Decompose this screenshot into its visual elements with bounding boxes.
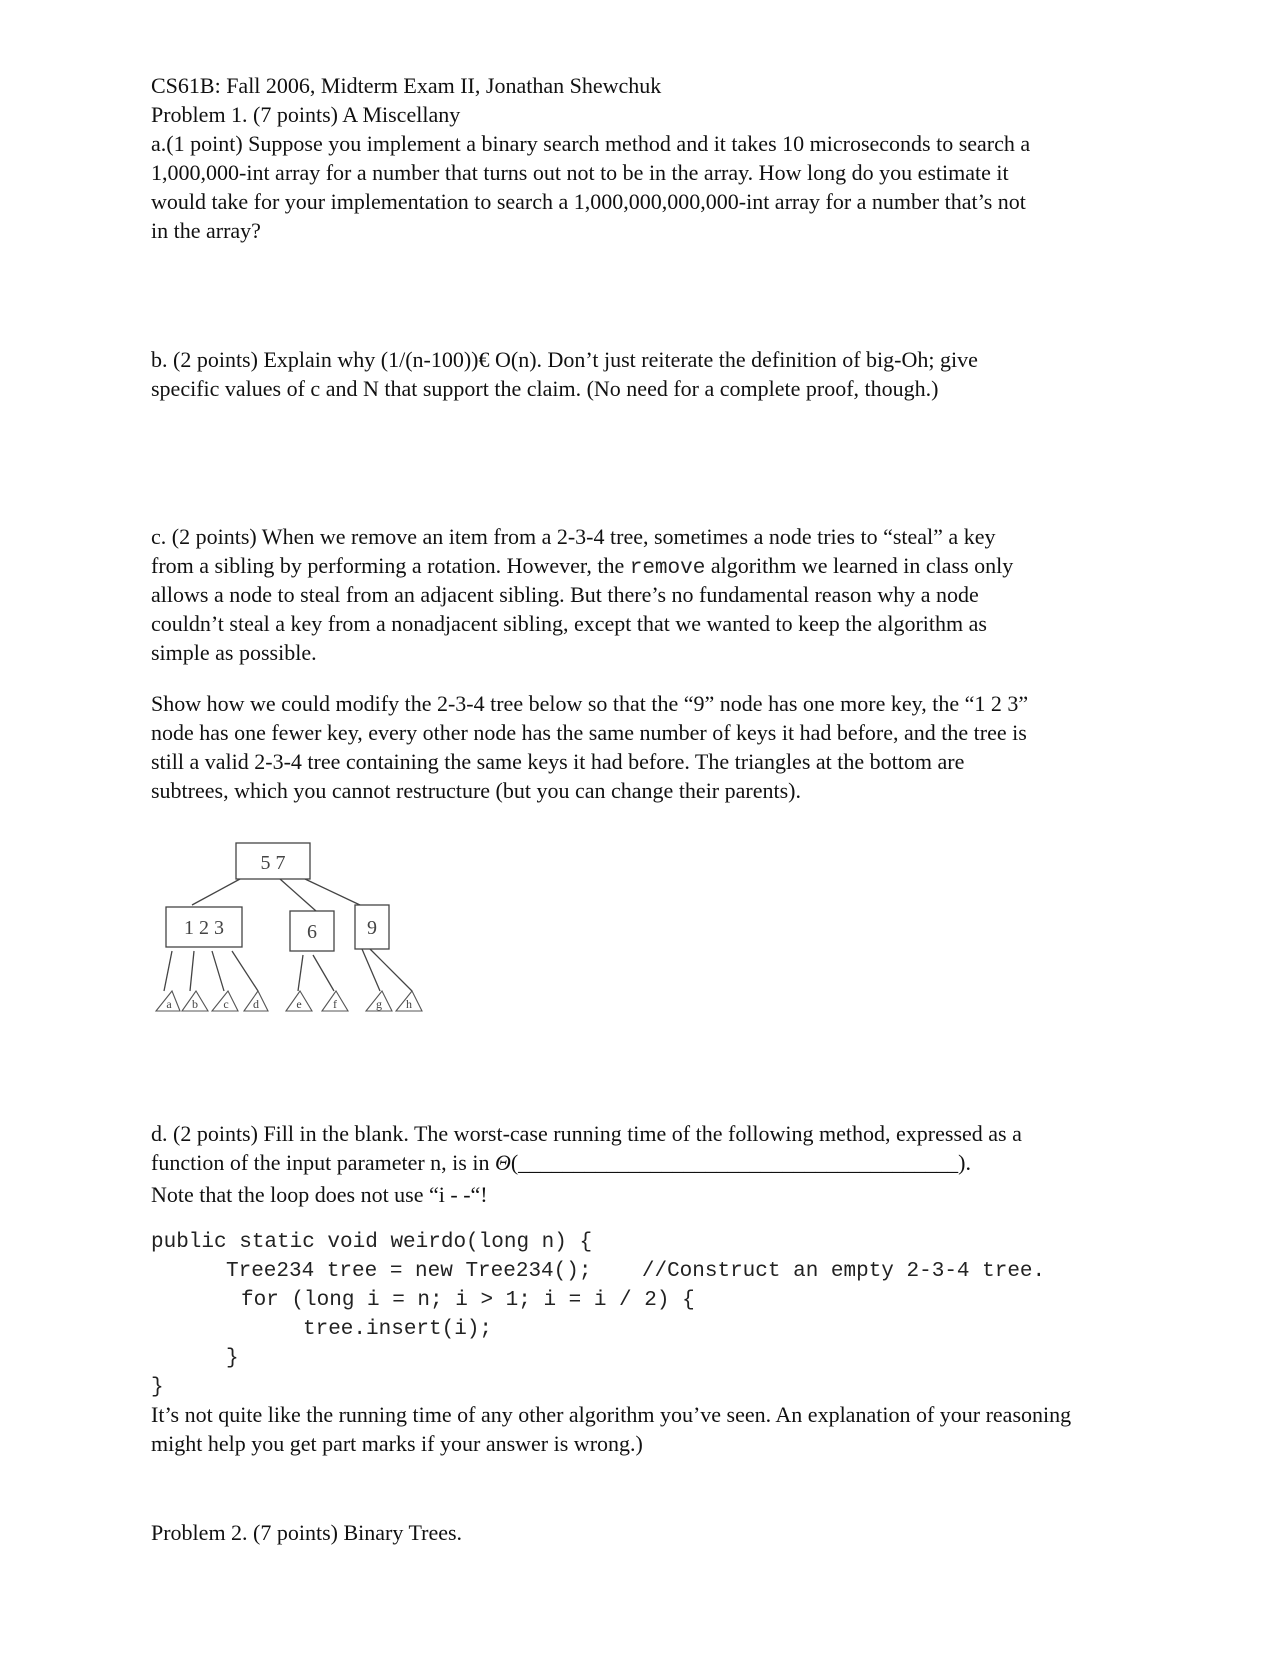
edge-root-middle: [280, 879, 316, 911]
code-line: for (long i = n; i > 1; i = i / 2) {: [241, 1289, 695, 1312]
subtree-label-h: h: [406, 997, 412, 1011]
course-header: CS61B: Fall 2006, Midterm Exam II, Jonathan Shewchuk: [151, 73, 662, 98]
subtree-label-e: e: [296, 997, 302, 1011]
code-line: }: [226, 1347, 239, 1370]
part-c-instruction-line: node has one fewer key, every other node has the same number of keys it had before, and the tree is: [151, 720, 1027, 745]
code-line: tree.insert(i);: [303, 1318, 493, 1341]
part-c-instruction-line: still a valid 2-3-4 tree containing the same keys it had before. The triangles at the bottom are: [151, 749, 965, 774]
tree-234-diagram: [150, 835, 450, 1035]
edge-left-d: [232, 951, 258, 991]
answer-blank: (________________________________________).: [510, 1150, 972, 1175]
problem-1-title: Problem 1. (7 points) A Miscellany: [151, 102, 461, 127]
subtree-label-b: b: [192, 997, 198, 1011]
theta-symbol: Θ: [494, 1150, 511, 1175]
code-line: public static void weirdo(long n) {: [151, 1231, 593, 1254]
part-c-instruction-line: subtrees, which you cannot restructure (but you can change their parents).: [151, 778, 801, 803]
code-line: }: [151, 1376, 164, 1399]
part-c-line: simple as possible.: [151, 640, 317, 665]
subtree-label-g: g: [376, 997, 382, 1011]
part-a-line: 1,000,000-int array for a number that turns out not to be in the array. How long do you estimate it: [151, 160, 1009, 185]
part-d-note: Note that the loop does not use “i - -“!: [151, 1182, 488, 1207]
part-d-after-line: It’s not quite like the running time of any other algorithm you’ve seen. An explanation of your reasoning: [151, 1402, 1072, 1427]
right-node-keys: 9: [367, 917, 377, 939]
part-c-line: c. (2 points) When we remove an item from a 2-3-4 tree, sometimes a node tries to “steal” a key: [151, 524, 996, 549]
part-a-line: in the array?: [151, 218, 261, 243]
part-b-line: specific values of c and N that support the claim. (No need for a complete proof, though.): [151, 376, 939, 401]
part-c-text: algorithm we learned in class only: [705, 553, 1014, 578]
left-node-keys: 1 2 3: [184, 917, 224, 939]
edge-root-right: [305, 879, 360, 905]
part-b-line: b. (2 points) Explain why (1/(n-100))€ O(n). Don’t just reiterate the definition of big-Oh; give: [151, 347, 978, 372]
edge-left-a: [164, 951, 172, 991]
part-c-line: [151, 551, 1141, 583]
part-c-line: allows a node to steal from an adjacent sibling. But there’s no fundamental reason why a node: [151, 582, 979, 607]
edge-right-g: [362, 949, 380, 991]
part-d-line: [151, 1148, 1141, 1177]
edge-middle-f: [313, 955, 334, 991]
middle-node-keys: 6: [307, 921, 317, 943]
part-d-text: function of the input parameter n, is in: [151, 1150, 495, 1175]
root-node-keys: 5 7: [260, 852, 286, 874]
subtree-label-c: c: [223, 997, 229, 1011]
part-a-line: a.(1 point) Suppose you implement a binary search method and it takes 10 microseconds to search a: [151, 131, 1031, 156]
edge-left-b: [190, 951, 194, 991]
code-line: Tree234 tree = new Tree234(); //Construct an empty 2-3-4 tree.: [226, 1260, 1046, 1283]
part-a-line: would take for your implementation to search a 1,000,000,000,000-int array for a number that’s not: [151, 189, 1026, 214]
subtree-label-f: f: [333, 997, 337, 1011]
part-c-text: from a sibling by performing a rotation. However, the: [151, 553, 630, 578]
edge-middle-e: [298, 955, 303, 991]
part-c-line: couldn’t steal a key from a nonadjacent sibling, except that we wanted to keep the algorithm as: [151, 611, 987, 636]
part-d-after-line: might help you get part marks if your answer is wrong.): [151, 1431, 643, 1456]
part-d-line: d. (2 points) Fill in the blank. The worst-case running time of the following method, expressed as a: [151, 1121, 1022, 1146]
edge-left-c: [212, 951, 224, 991]
remove-code: remove: [629, 557, 706, 580]
part-c-instruction-line: Show how we could modify the 2-3-4 tree below so that the “9” node has one more key, the “1 2 3”: [151, 691, 1029, 716]
problem-2-title: Problem 2. (7 points) Binary Trees.: [151, 1520, 463, 1545]
edge-right-h: [370, 949, 412, 991]
edge-root-left: [192, 879, 240, 905]
subtree-label-a: a: [166, 997, 172, 1011]
subtree-label-d: d: [253, 997, 259, 1011]
